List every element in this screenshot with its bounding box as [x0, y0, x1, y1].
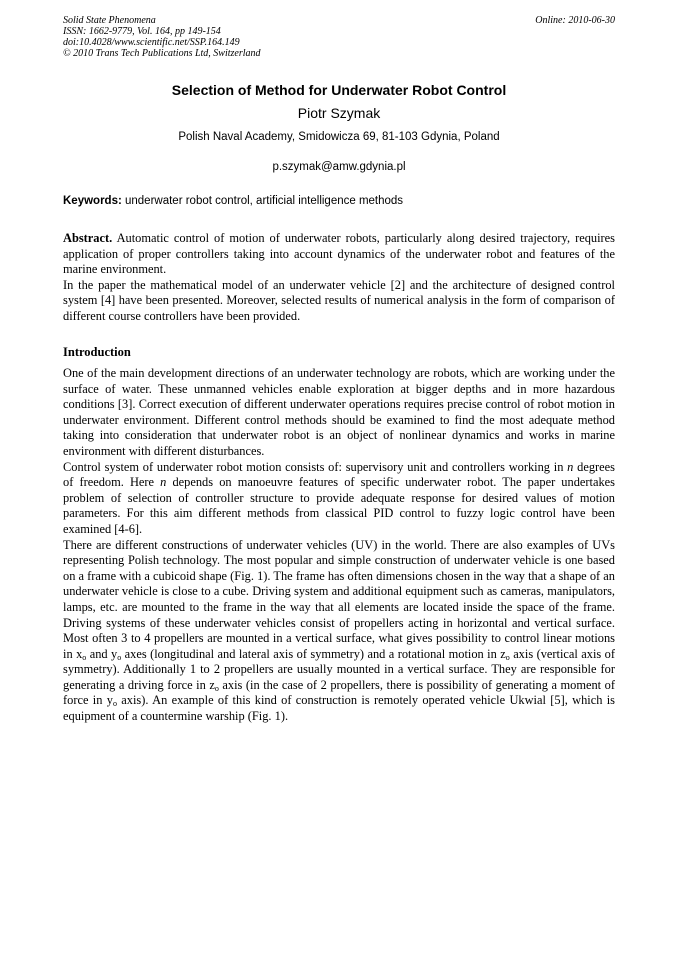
author-name: Piotr Szymak	[297, 105, 381, 121]
introduction-heading: Introduction	[63, 345, 131, 359]
intro-paragraph-1: One of the main development directions of an underwater technology are robots, which are working under the surface of water. These unmanned vehicles enable exploration at bigger depths and in more hazardous conditions [3]. Correct execution of different underwater operations requires precise control of robot motion in underwater environment. Different control methods should be examined to find the most adequate method taking into consideration that underwater robot is an object of nonlinear dynamics and works in marine environment with different disturbances.	[63, 366, 615, 458]
issn-line: ISSN: 1662-9779, Vol. 164, pp 149-154	[63, 26, 221, 37]
abstract-label: Abstract.	[63, 231, 113, 245]
keywords-text: underwater robot control, artificial intelligence methods	[125, 195, 404, 207]
abstract	[63, 231, 615, 325]
doi-line: doi:10.4028/www.scientific.net/SSP.164.149	[63, 37, 240, 48]
intro-paragraph-3: There are different constructions of underwater vehicles (UV) in the world. There are also examples of UVs representing Polish technology. The most popular and simple construction of underwater vehicle is one based on a frame with a cubicoid shape (Fig. 1). The frame has often dimensions chosen in the way that a shape of an underwater vehicle is close to a cube. Driving system and additional equipment such as cameras, manipulators, lamps, etc. are mounted to the frame in the way that all elements are located inside the space of the frame. Driving systems of these underwater vehicles consist of propellers acting in horizontal and vertical surface. Most often 3 to 4 propellers are mounted in a vertical surface, what gives possibility to control linear motions in $x_o$ and $y_o$ axes (longitudinal and lateral axis of symmetry) and a rotational motion in $z_o$ axis (vertical axis of symmetry). Additionally 1 to 2 propellers are usually mounted in a vertical surface. They are responsible for generating a driving force in $z_o$ axis (in the case of 2 propellers, there is possibility of generating a moment of force in $y_o$ axis). An example of this kind of construction is remotely operated vehicle Ukwial [5], which is equipment of a countermine warship (Fig. 1).	[63, 537, 615, 724]
paper-title: Selection of Method for Underwater Robot Control	[171, 82, 507, 98]
abstract-paragraph-2: In the paper the mathematical model of an underwater vehicle [2] and the architecture of designed control system [4] have been presented. Moreover, selected results of numerical analysis in the form of comparison of different course controllers have been provided.	[63, 277, 615, 323]
journal-name: Solid State Phenomena	[63, 15, 156, 26]
copyright-line: © 2010 Trans Tech Publications Ltd, Switzerland	[63, 48, 261, 59]
keywords-label: Keywords:	[63, 195, 122, 207]
abstract-paragraph-1: Abstract. Automatic control of motion of underwater robots, particularly along desired trajectory, requires application of proper controllers taking into account dynamics of the underwater robot and features of the marine environment.	[63, 231, 615, 277]
author-email: p.szymak@amw.gdynia.pl	[272, 161, 406, 173]
keywords	[63, 195, 615, 207]
affiliation: Polish Naval Academy, Smidowicza 69, 81-103 Gdynia, Poland	[178, 131, 500, 143]
page-header	[63, 15, 615, 59]
introduction-body	[63, 366, 615, 725]
intro-paragraph-2: Control system of underwater robot motion consists of: supervisory unit and controllers working in n degrees of freedom. Here n depends on manoeuvre features of specific underwater robot. The paper undertakes problem of selection of controller structure to provide adequate response for desired values of motion parameters. For this aim different methods from classical PID control to fuzzy logic control have been examined [4-6].	[63, 459, 615, 536]
online-date: Online: 2010-06-30	[535, 15, 615, 26]
